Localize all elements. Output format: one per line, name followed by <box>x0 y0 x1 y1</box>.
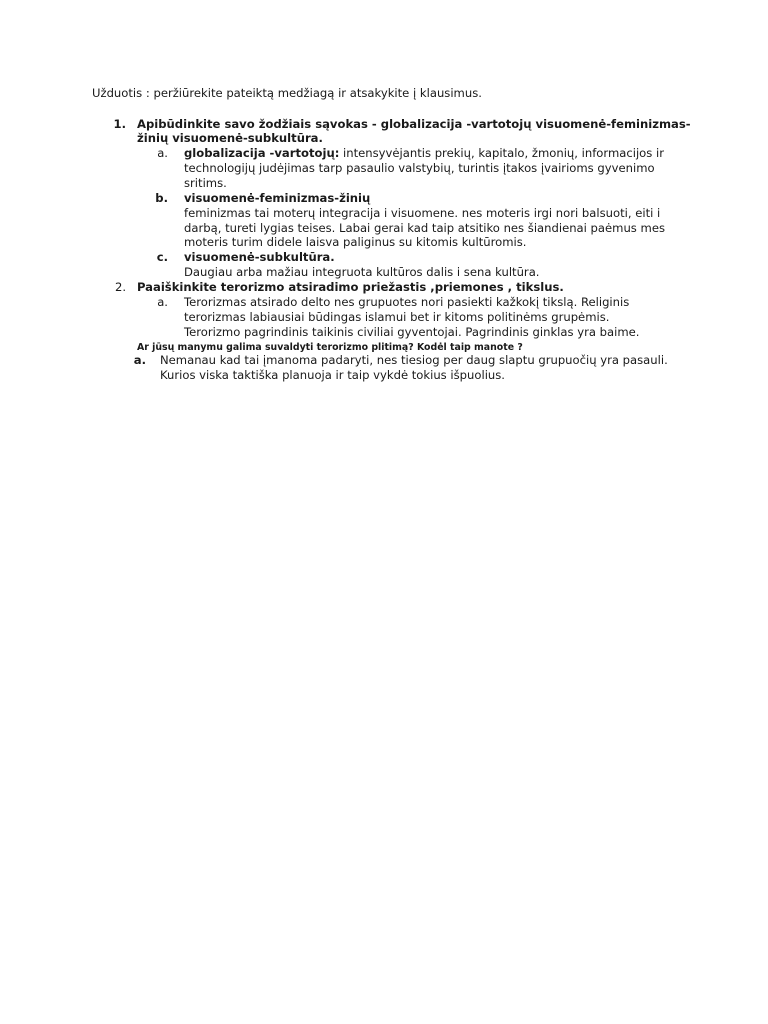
q1b-line3: moteris turim didele laisva paliginus su kitomis kultūromis. <box>184 235 527 249</box>
q2a-line1: Terorizmas atsirado delto nes grupuotes nori pasiekti kažkokį tikslą. Religinis <box>184 295 630 309</box>
q1a-line1 <box>184 146 664 161</box>
q1a-letter: a. <box>157 146 168 160</box>
q1-title-line2: žinių visuomenė-subkultūra. <box>137 131 323 145</box>
q1b-line1: feminizmas tai moterų integracija i visuomene. nes moteris irgi nori balsuoti, eiti i <box>184 206 661 220</box>
q2-sub-question: Ar jūsų manymu galima suvaldyti terorizmo plitimą? Kodėl taip manote ? <box>137 342 523 353</box>
q2-number: 2. <box>114 280 126 294</box>
q1a-term: globalizacija -vartotojų: <box>184 146 340 160</box>
q2a-letter: a. <box>157 295 168 309</box>
q1b-line2: darbą, tureti lygias teises. Labai gerai kad taip atsitiko nes šiandienai paėmus mes <box>184 221 665 235</box>
q1c-line1: Daugiau arba mažiau integruota kultūros dalis i sena kultūra. <box>184 265 540 279</box>
q1c-term: visuomenė-subkultūra. <box>184 250 335 264</box>
task-instruction: Užduotis : peržiūrekite pateiktą medžiagą ir atsakykite į klausimus. <box>92 86 482 100</box>
q1a-line3: sritims. <box>184 176 227 190</box>
q1-title-line1: Apibūdinkite savo žodžiais sąvokas - globalizacija -vartotojų visuomenė-feminizmas- <box>137 117 691 131</box>
q2-answer-line1: Nemanau kad tai įmanoma padaryti, nes tiesiog per daug slaptu grupuočių yra pasauli. <box>160 353 668 367</box>
q1a-line2: technologijų judėjimas tarp pasaulio valstybių, turintis įtakos įvairioms gyvenimo <box>184 161 655 175</box>
q1b-term: visuomenė-feminizmas-žinių <box>184 191 371 205</box>
q2-answer-line2: Kurios viska taktiška planuoja ir taip vykdė tokius išpuolius. <box>160 368 505 382</box>
q2a-line2: terorizmas labiausiai būdingas islamui bet ir kitoms politinėms grupėmis. <box>184 310 610 324</box>
q2-title: Paaiškinkite terorizmo atsiradimo priežastis ,priemones , tikslus. <box>137 280 564 294</box>
q2-answer-letter: a. <box>133 353 146 367</box>
q1c-letter: c. <box>156 250 168 264</box>
q2a-line3: Terorizmo pagrindinis taikinis civiliai gyventojai. Pagrindinis ginklas yra baime. <box>184 325 640 339</box>
q1b-letter: b. <box>155 191 168 205</box>
q1a-line1-rest: intensyvėjantis prekių, kapitalo, žmonių, informacijos ir <box>339 146 664 160</box>
q1-number: 1. <box>113 117 126 131</box>
